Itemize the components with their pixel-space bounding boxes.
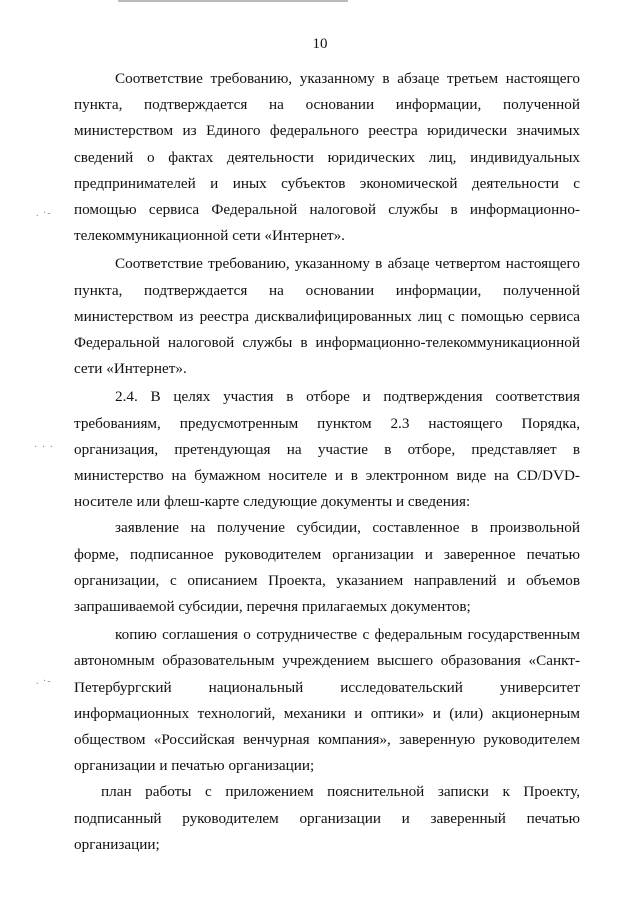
document-body xyxy=(74,66,580,858)
margin-scan-mark: . ·‑ xyxy=(36,208,52,219)
paragraph-cooperation-agreement: копию соглашения о сотрудничестве с федеральным государственным автономным образовательным учреждением высшего образования «Санкт-Петербургский национальный исследовательский университет информационных технологий, механики и оптики» и (или) акционерным обществом «Российская венчурная компания», заверенную руководителем организации и печатью организации; xyxy=(74,626,580,775)
paragraph-egrul-verification: Соответствие требованию, указанному в абзаце третьем настоящего пункта, подтверждается на основании информации, полученной министерством из Единого федерального реестра юридически значимых сведений о фактах деятельности юридических лиц, индивидуальных предпринимателей и иных субъектов экономической деятельности с помощью сервиса Федеральной налоговой службы в информационно-телекоммуникационной сети «Интернет». xyxy=(74,70,580,245)
paragraph-2-4-documents: 2.4. В целях участия в отборе и подтверждения соответствия требованиям, предусмотренным пунктом 2.3 настоящего Порядка, организация, претендующая на участие в отборе, представляет в министерство на бумажном носителе и в электронном виде на CD/DVD-носителе или флеш-карте следующие документы и сведения: xyxy=(74,388,580,511)
page-number: 10 xyxy=(312,36,328,52)
margin-scan-mark: · · · xyxy=(34,442,54,453)
paragraph-subsidy-application: заявление на получение субсидии, составленное в произвольной форме, подписанное руководителем организации и заверенное печатью организации, с описанием Проекта, указанием направлений и объемов запрашиваемой субсидии, перечня прилагаемых документов; xyxy=(74,519,580,616)
paragraph-work-plan: план работы с приложением пояснительной записки к Проекту, подписанный руководителем организации и заверенный печатью организации; xyxy=(74,783,580,853)
paragraph-disqualified-registry-verification: Соответствие требованию, указанному в абзаце четвертом настоящего пункта, подтверждается на основании информации, полученной министерством из реестра дисквалифицированных лиц с помощью сервиса Федеральной налоговой службы в информационно-телекоммуникационной сети «Интернет». xyxy=(74,255,580,378)
top-edge-line xyxy=(118,0,348,2)
margin-scan-mark: . ·‑ xyxy=(36,676,52,687)
